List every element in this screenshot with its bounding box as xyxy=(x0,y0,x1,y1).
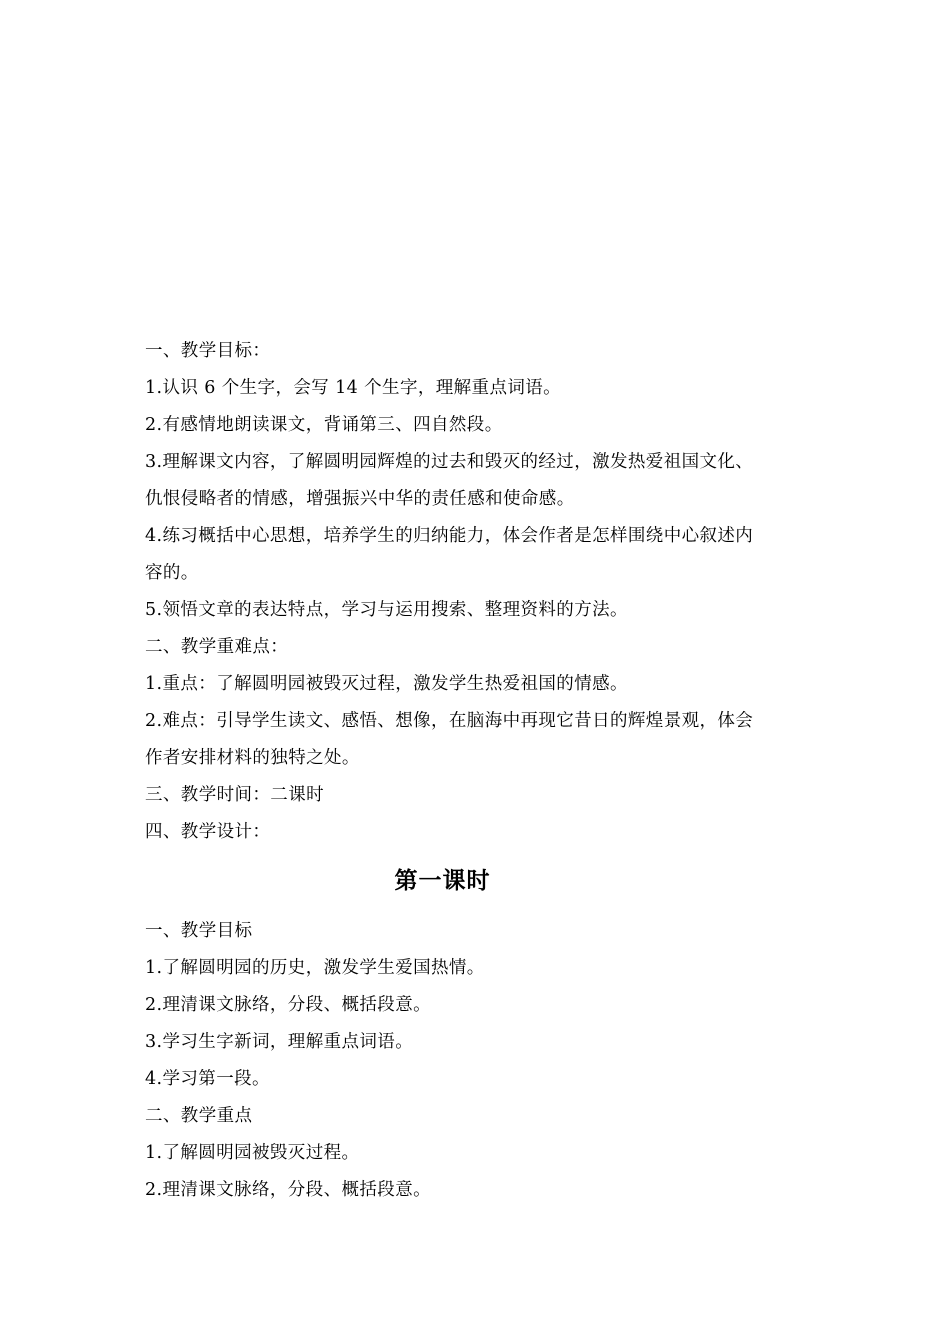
lesson-key-point-item-1: 1.了解圆明园被毁灭过程。 xyxy=(145,1143,360,1163)
difficult-point-line-1: 2.难点：引导学生读文、感悟、想像，在脑海中再现它昔日的辉煌景观，体会 xyxy=(145,711,754,731)
goal-item-1: 1.认识 6 个生字，会写 14 个生字，理解重点词语。 xyxy=(145,378,562,398)
lesson-goal-item-1: 1.了解圆明园的历史，激发学生爱国热情。 xyxy=(145,958,485,978)
goal-item-4-line-1: 4.练习概括中心思想，培养学生的归纳能力，体会作者是怎样围绕中心叙述内 xyxy=(145,526,754,546)
lesson-goal-item-2: 2.理清课文脉络，分段、概括段意。 xyxy=(145,995,431,1015)
heading-teaching-goals: 一、教学目标： xyxy=(145,341,271,361)
heading-teaching-design: 四、教学设计： xyxy=(145,822,271,842)
lesson-goal-item-4: 4.学习第一段。 xyxy=(145,1069,270,1089)
lesson-goal-item-3: 3.学习生字新词，理解重点词语。 xyxy=(145,1032,414,1052)
lesson-title: 第一课时 xyxy=(394,868,491,894)
heading-key-difficult-points: 二、教学重难点： xyxy=(145,637,289,657)
goal-item-4-line-2: 容的。 xyxy=(145,563,199,583)
lesson-key-point-item-2: 2.理清课文脉络，分段、概括段意。 xyxy=(145,1180,431,1200)
goal-item-2: 2.有感情地朗读课文，背诵第三、四自然段。 xyxy=(145,415,503,435)
goal-item-5: 5.领悟文章的表达特点，学习与运用搜索、整理资料的方法。 xyxy=(145,600,628,620)
heading-teaching-time: 三、教学时间：二课时 xyxy=(145,785,324,805)
key-point-item: 1.重点：了解圆明园被毁灭过程，激发学生热爱祖国的情感。 xyxy=(145,674,628,694)
goal-item-3-line-1: 3.理解课文内容，了解圆明园辉煌的过去和毁灭的经过，激发热爱祖国文化、 xyxy=(145,452,754,472)
lesson-heading-goals: 一、教学目标 xyxy=(145,921,253,941)
lesson-heading-key-points: 二、教学重点 xyxy=(145,1106,253,1126)
difficult-point-line-2: 作者安排材料的独特之处。 xyxy=(145,748,360,768)
goal-item-3-line-2: 仇恨侵略者的情感，增强振兴中华的责任感和使命感。 xyxy=(145,489,575,509)
document-body xyxy=(145,333,815,1209)
